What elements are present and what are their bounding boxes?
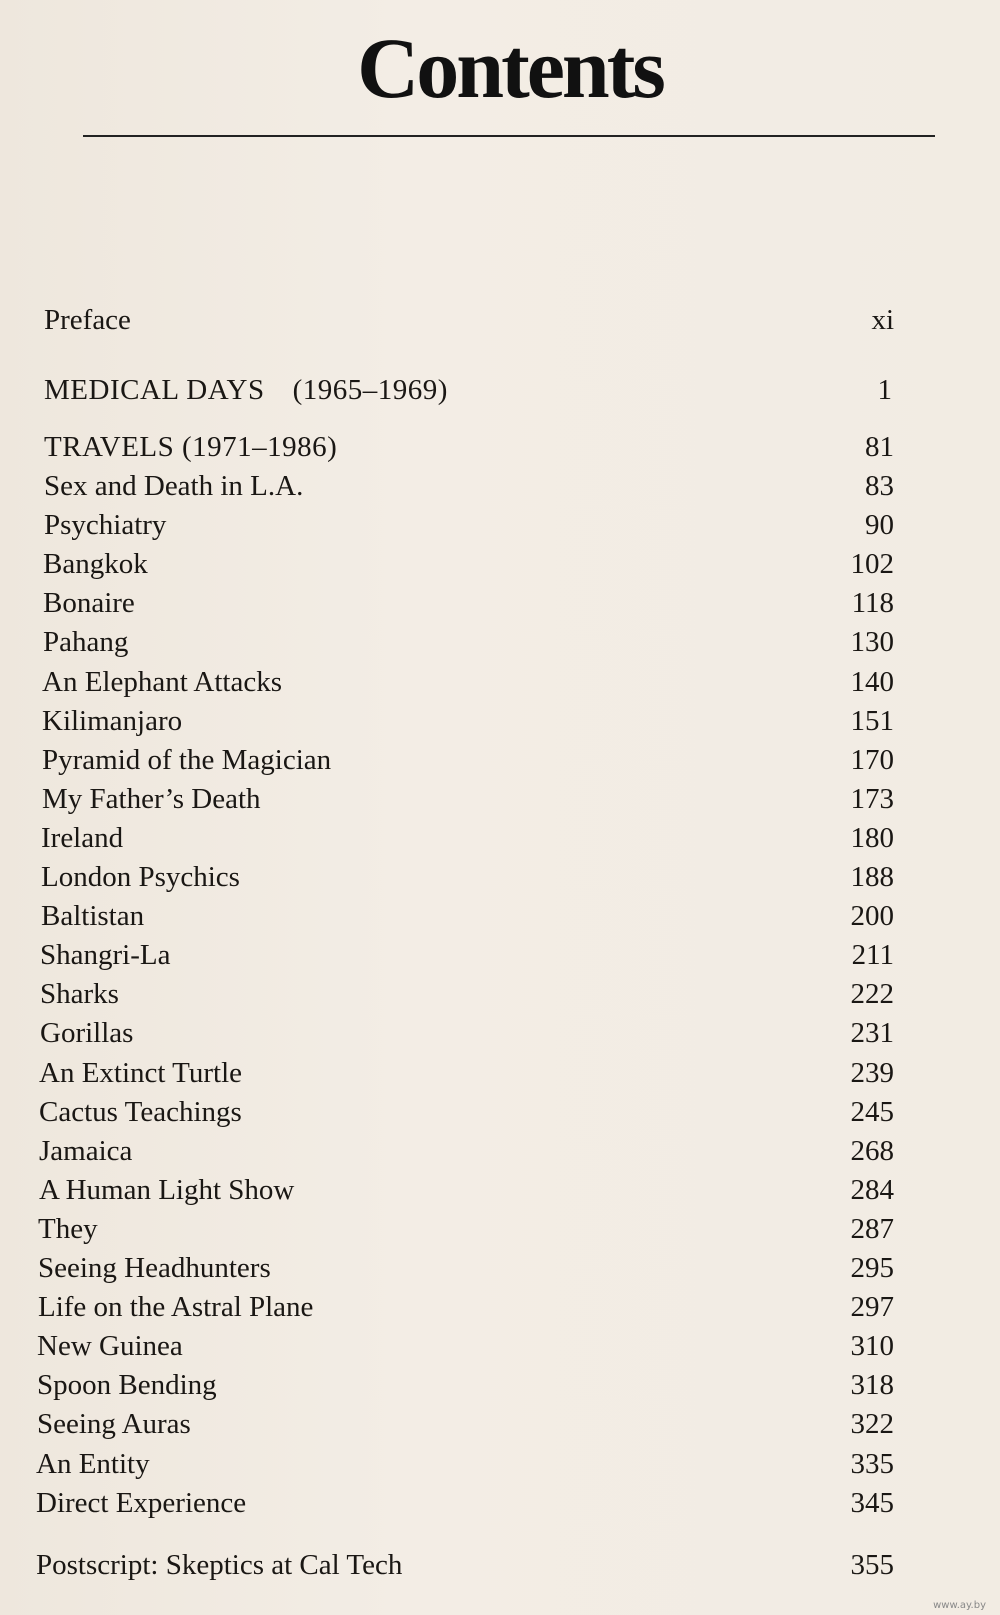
toc-entry [43,623,894,661]
toc-entry-travels [44,428,894,466]
entry-page: 151 [850,705,894,737]
toc-entry [41,819,894,857]
entry-page: 355 [850,1549,894,1581]
entry-title: Cactus Teachings [39,1096,242,1128]
entry-title: Seeing Headhunters [38,1252,271,1284]
entry-page: 318 [850,1369,894,1401]
entry-page: 335 [850,1448,894,1480]
toc-entry [37,1405,894,1443]
entry-page: 90 [865,509,894,541]
entry-page: 297 [850,1291,894,1323]
entry-page: 130 [850,626,894,658]
entry-page: 322 [850,1408,894,1440]
entry-title: Baltistan [41,900,145,932]
entry-page: 295 [850,1252,894,1284]
entry-page: 268 [850,1135,894,1167]
watermark: www.ay.by [933,1600,986,1611]
toc-entry-medical-days [44,371,892,409]
entry-title: Seeing Auras [37,1408,191,1440]
toc-entry [42,741,894,779]
toc-entry [39,1171,894,1209]
entry-page: 188 [850,861,894,893]
entry-page: 200 [850,900,894,932]
entry-title: Spoon Bending [37,1369,217,1401]
toc-entry [42,780,894,818]
entry-title: An Extinct Turtle [39,1057,243,1089]
entry-page: 310 [850,1330,894,1362]
entry-page: 284 [850,1174,894,1206]
entry-page: 81 [865,431,894,463]
toc-entry-preface [44,301,894,339]
toc-entry [43,545,894,583]
entry-title: Gorillas [40,1017,134,1049]
entry-title: Sharks [40,978,119,1010]
entry-title: Bonaire [43,587,135,619]
entry-title: Bangkok [43,548,148,580]
toc-entry-postscript [36,1546,894,1584]
entry-page: 180 [850,822,894,854]
entry-title: Shangri-La [40,939,171,971]
entry-title: Life on the Astral Plane [38,1291,314,1323]
entry-title: An Entity [36,1448,150,1480]
entry-title: Pyramid of the Magician [42,744,332,776]
entry-page: 140 [850,666,894,698]
toc-entry [36,1484,894,1522]
entry-page: 173 [850,783,894,815]
entry-page: 102 [850,548,894,580]
entry-title: Pahang [43,626,129,658]
section-title: TRAVELS [44,431,175,463]
entry-page: 222 [850,978,894,1010]
entry-title: An Elephant Attacks [42,666,283,698]
entry-title: Direct Experience [36,1487,247,1519]
entry-title: New Guinea [37,1330,183,1362]
section-years: (1971–1986) [182,431,338,463]
section-years: (1965–1969) [292,374,448,406]
entry-title: Sex and Death in L.A. [44,470,304,502]
toc-entry [39,1054,894,1092]
entry-title: A Human Light Show [39,1174,295,1206]
entry-page: 1 [877,374,892,406]
toc-entry [41,858,894,896]
toc-entry [40,1014,894,1052]
entry-page: 170 [850,744,894,776]
entry-page: 211 [851,939,894,971]
toc-entry [38,1210,894,1248]
entry-title: Jamaica [39,1135,133,1167]
toc-entry [40,936,894,974]
entry-title: Postscript: Skeptics at Cal Tech [36,1549,403,1581]
section-title: MEDICAL DAYS [44,374,265,406]
toc-entry [44,506,894,544]
toc-entry [44,467,894,505]
toc-entry [38,1249,894,1287]
toc-entry [39,1093,894,1131]
entry-title: Psychiatry [44,509,167,541]
toc-entry [36,1445,894,1483]
toc-entry [40,975,894,1013]
entry-page: xi [871,304,894,336]
entry-title: Ireland [41,822,124,854]
entry-page: 239 [850,1057,894,1089]
entry-title: London Psychics [41,861,240,893]
entry-page: 231 [850,1017,894,1049]
toc-entry [37,1366,894,1404]
toc-entry [41,897,894,935]
entry-title: They [38,1213,98,1245]
entry-page: 83 [865,470,894,502]
toc-entry [39,1132,894,1170]
entry-page: 287 [850,1213,894,1245]
entry-page: 118 [851,587,894,619]
entry-page: 245 [850,1096,894,1128]
page-title: Contents [357,20,663,116]
entry-title: Kilimanjaro [42,705,183,737]
toc-entry [42,663,894,701]
toc-entry [42,702,894,740]
entry-title: My Father’s Death [42,783,261,815]
toc-entry [37,1327,894,1365]
entry-title: Preface [44,304,131,336]
toc-entry [38,1288,894,1326]
toc-entry [43,584,894,622]
entry-page: 345 [850,1487,894,1519]
